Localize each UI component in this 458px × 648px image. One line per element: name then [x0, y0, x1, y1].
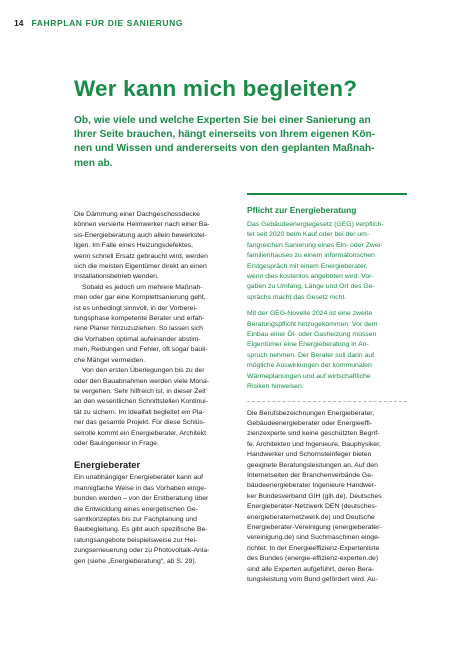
text-line: geeignete Beratungsleistungen an. Auf den	[247, 461, 378, 469]
text-line: men, Reibungen und Fehler, oft sogar bauli-	[74, 346, 208, 354]
lead-line: Ihrer Seite brauchen, hängt einerseits von Ihrem eigenen Kön-	[74, 129, 376, 141]
left-paragraph-2	[74, 283, 234, 366]
text-line: Handwerker und Schornsteinfeger bieten	[247, 451, 372, 459]
text-line: Das Gebäudeenergiegesetz (GEG) verpflich-	[247, 221, 384, 228]
text-line: rene Planer hinzuzuziehen. So lassen sich	[74, 325, 203, 333]
text-line: samtkonzeptes bis zur Fachplanung und	[74, 515, 197, 523]
info-box-title: Pflicht zur Energieberatung	[247, 205, 357, 215]
text-line: tungsleistung vom Bund gefördert wird. Au-	[247, 576, 378, 583]
text-line: Baubegleitung. Es gibt auch spezifische Be-	[74, 526, 208, 534]
text-line: zienzexperte sind keine geschützten Begrif-	[247, 430, 380, 438]
text-line: fangreichen Sanierung eines Ein- oder Zwei-	[247, 241, 383, 249]
text-line: Energieberater-Netzwerk DEN (deutsches-	[247, 503, 378, 511]
text-line: oder den Bauabnahmen werden viele Mona-	[74, 377, 210, 385]
right-column	[247, 205, 407, 585]
text-line: ker Bundesverband GIH (gih.de), Deutsches	[247, 492, 382, 500]
text-line: tät zu sichern. Im Idealfall begleitet ein Pla-	[74, 408, 205, 416]
text-line: Gebäudeenergieberater oder Energieeffi-	[247, 419, 373, 427]
text-line: bunden werden – von der Erstberatung über	[74, 495, 209, 503]
text-line: Einbau einer Öl- oder Gasheizung müssen	[247, 331, 377, 339]
text-line: an den wesentlichen Schnittstellen Kontinui-	[74, 398, 208, 406]
text-line: sich die meisten Eigentümer direkt an einen	[74, 263, 207, 271]
text-line: bäudeenergieberater Ingenieure Handwer-	[247, 482, 377, 490]
text-line: zungserneuerung oder zu Photovoltaik-Anla-	[74, 547, 210, 555]
info-box-paragraph-1	[247, 220, 407, 303]
page-header	[14, 18, 183, 28]
text-line: mögliche Auswirkungen der kommunalen	[247, 362, 372, 370]
text-line: tet seit 2020 beim Kauf oder bei der um-	[247, 231, 370, 239]
text-line: Wärmeplanungen und auf wirtschaftliche	[247, 372, 371, 380]
text-line: sprächs macht das Gesetz nicht.	[247, 293, 347, 301]
left-paragraph-1	[74, 210, 234, 283]
text-line: Die Dämmung einer Dachgeschossdecke	[74, 211, 200, 218]
subheading-energieberater: Energieberater	[74, 459, 141, 471]
text-line: Die Berufsbezeichnungen Energieberater,	[247, 409, 375, 417]
lead-paragraph	[74, 114, 374, 171]
text-line: Risiken hinweisen.	[247, 383, 304, 391]
text-line: die Vorhaben optimal aufeinander abstim-	[74, 335, 201, 343]
right-paragraph-3	[247, 409, 407, 586]
text-line: Installationsbetrieb wenden.	[74, 273, 159, 281]
text-line: ratungsangebote beispielsweise zur Hei-	[74, 536, 198, 544]
text-line: Von den ersten Überlegungen bis zu der	[82, 367, 205, 375]
info-box-paragraph-2	[247, 309, 407, 392]
text-line: sind alle Experten aufgeführt, deren Bera-	[247, 565, 375, 573]
text-line: gen (siehe „Energieberatung“, ab S. 29).	[74, 557, 197, 565]
dashed-divider	[247, 401, 407, 402]
text-line: che Mängel vermeiden.	[74, 356, 146, 364]
text-line: men oder gar eine Komplettsanierung geht,	[74, 294, 206, 302]
text-line: familienhauses zu einem informatorischen	[247, 252, 375, 260]
lead-line: men ab.	[74, 157, 113, 169]
text-line: Internetseiten der Branchenverbände Ge-	[247, 471, 374, 479]
page-number: 14	[14, 18, 24, 28]
text-line: fe. Architekten und Ingenieure, Bauphysiker,	[247, 440, 381, 448]
infobox-top-rule	[247, 193, 407, 195]
left-column	[74, 210, 234, 567]
lead-line: nen und Wissen und andererseits von den geplanten Maßnah-	[74, 143, 375, 155]
text-line: Erstgespräch mit einem Energieberater,	[247, 262, 368, 270]
text-line: Ein unabhängiger Energieberater kann auf	[74, 474, 203, 482]
text-line: gaben zu Umfang, Länge und Ort des Ge-	[247, 283, 375, 291]
info-box	[247, 205, 407, 393]
text-line: ist es unbedingt sinnvoll, in der Vorberei-	[74, 304, 198, 312]
text-line: spruch nehmen. Der Berater soll darin auf	[247, 351, 375, 359]
text-line: tungsphase kompetente Berater und erfah-	[74, 315, 205, 323]
text-line: ligen. Im Falle eines Heizungsdefektes,	[74, 242, 194, 250]
text-line: Beratungspflicht hinzugekommen: Vor dem	[247, 320, 378, 328]
text-line: können versierte Heimwerker nach einer Ba-	[74, 221, 210, 229]
text-line: sis-Energieberatung auch allein bewerkstel-	[74, 231, 207, 239]
page-headline: Wer kann mich begleiten?	[74, 76, 358, 101]
lead-line: Ob, wie viele und welche Experten Sie bei einer Sanierung an	[74, 115, 371, 126]
text-line: ner das gesamte Projekt. Für diese Schlüs-	[74, 419, 206, 427]
text-line: mannigfache Weise in das Vorhaben einge-	[74, 484, 207, 492]
text-line: des Bundes (energie-effizienz-experten.de)	[247, 555, 379, 563]
left-paragraph-3	[74, 366, 234, 449]
section-title: FAHRPLAN FÜR DIE SANIERUNG	[31, 18, 184, 28]
text-line: vereinigung.de) sind Suchmaschinen einge-	[247, 534, 381, 542]
text-line: Mit der GEG-Novelle 2024 ist eine zweite	[247, 310, 373, 318]
text-line: Eigentümer eine Energieberatung in An-	[247, 341, 369, 349]
text-line: oder Bauingenieur in Frage.	[74, 439, 159, 447]
text-line: Sobald es jedoch um mehrere Maßnah-	[82, 283, 203, 291]
text-line: wenn dies kostenlos angeboten wird. Vor-	[247, 273, 374, 281]
text-line: energieberaternetzwerk.de) und Deutsche	[247, 513, 375, 521]
text-line: wenn schnell Ersatz gebraucht wird, werden	[74, 252, 208, 260]
text-line: te vergehen. Sehr hilfreich ist, in dieser Zeit	[74, 387, 206, 395]
text-line: die Entwicklung eines energetischen Ge-	[74, 505, 199, 513]
text-line: selrolle kommt ein Energieberater, Architekt	[74, 429, 206, 437]
text-line: richtet. In der Energieeffizienz-Expertenliste	[247, 544, 380, 552]
text-line: Energieberater-Vereinigung (energieberater-	[247, 523, 382, 531]
left-paragraph-4	[74, 473, 234, 567]
